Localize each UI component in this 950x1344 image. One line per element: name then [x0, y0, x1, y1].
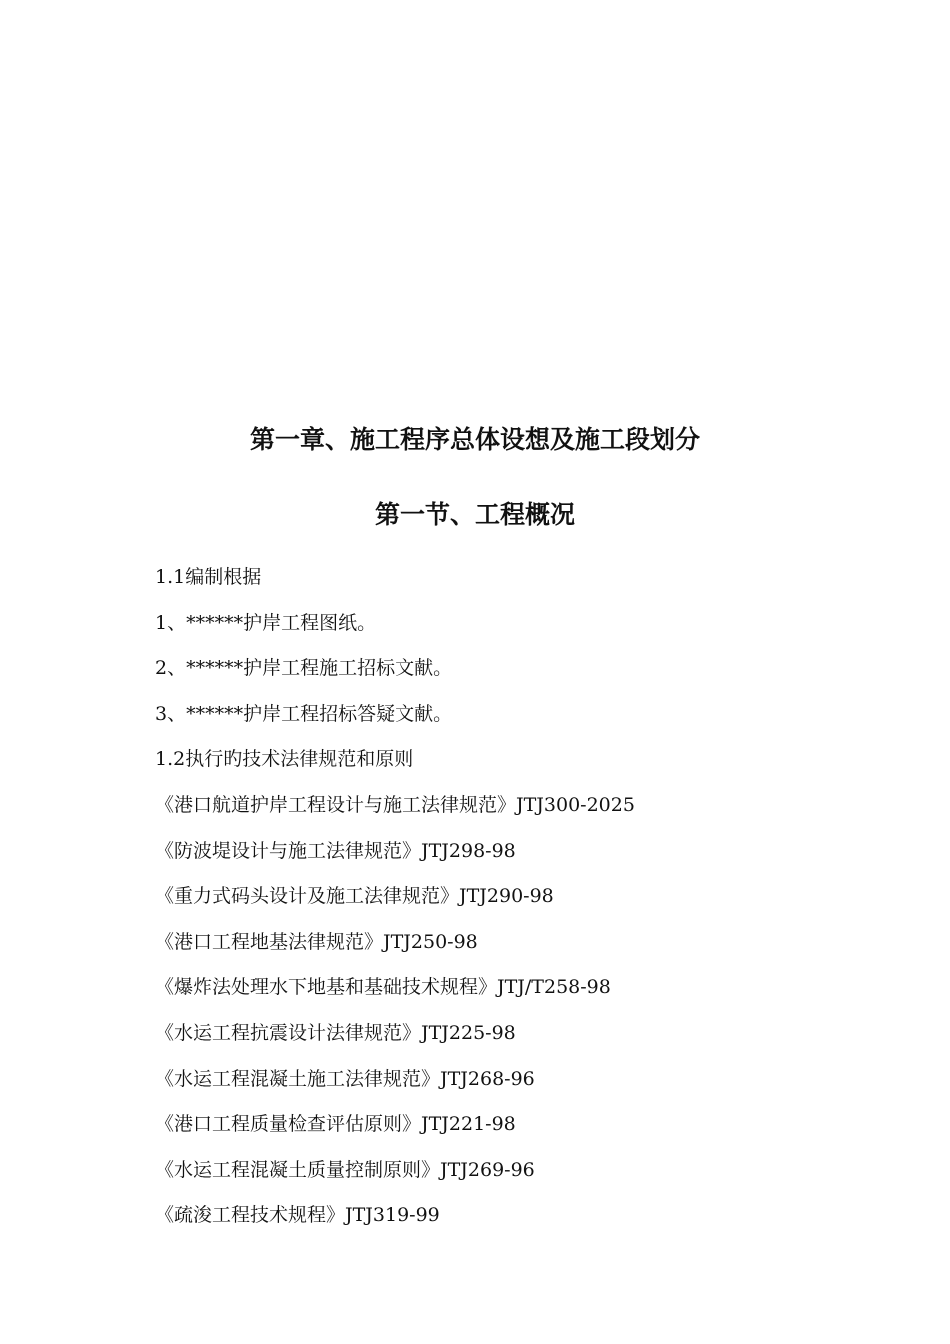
list-item: 3、******护岸工程招标答疑文献。 [155, 702, 453, 725]
standard-item: 《疏浚工程技术规程》JTJ319-99 [155, 1204, 440, 1227]
heading-standards: 1.2执行旳技术法律规范和原则 [155, 748, 414, 771]
list-item: 1、******护岸工程图纸。 [155, 611, 377, 634]
standard-item: 《港口航道护岸工程设计与施工法律规范》JTJ300-2025 [155, 793, 635, 816]
standard-item: 《水运工程混凝土施工法律规范》JTJ268-96 [155, 1067, 535, 1090]
section-title: 第一节、工程概况 [374, 500, 575, 529]
heading-basis: 1.1编制根据 [155, 566, 262, 588]
standard-item: 《水运工程抗震设计法律规范》JTJ225-98 [155, 1021, 516, 1044]
standard-item: 《重力式码头设计及施工法律规范》JTJ290-98 [155, 885, 554, 908]
standard-item: 《港口工程地基法律规范》JTJ250-98 [155, 930, 478, 953]
body-text [155, 563, 915, 1247]
standard-item: 《防波堤设计与施工法律规范》JTJ298-98 [155, 839, 516, 862]
chapter-title: 第一章、施工程序总体设想及施工段划分 [249, 425, 700, 454]
standard-item: 《爆炸法处理水下地基和基础技术规程》JTJ/T258-98 [155, 976, 611, 999]
standard-item: 《港口工程质量检查评估原则》JTJ221-98 [155, 1113, 516, 1136]
list-item: 2、******护岸工程施工招标文献。 [155, 657, 453, 680]
standard-item: 《水运工程混凝土质量控制原则》JTJ269-96 [155, 1158, 535, 1181]
